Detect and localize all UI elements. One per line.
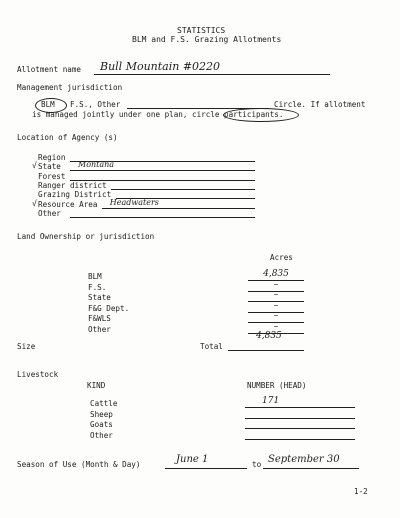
total-label: Total xyxy=(200,342,223,351)
page-subtitle: BLM and F.S. Grazing Allotments xyxy=(132,35,282,44)
livestock-row-label: Sheep xyxy=(90,409,113,419)
season-label: Season of Use (Month & Day) xyxy=(17,460,141,469)
location-field-label: Resource Area xyxy=(38,199,98,209)
location-field-value: Headwaters xyxy=(109,197,159,207)
season-to-underline xyxy=(263,468,359,469)
ownership-row-label: Other xyxy=(88,324,111,334)
location-field-label: Grazing District xyxy=(38,190,112,200)
page-number: 1-2 xyxy=(354,487,368,496)
ownership-row-value: – xyxy=(273,300,279,311)
page-title: STATISTICS xyxy=(177,26,226,35)
management-note: is managed jointly under one plan, circle participants. xyxy=(32,110,284,119)
location-label: Location of Agency (s) xyxy=(17,133,118,142)
location-field-value: Montana xyxy=(78,160,115,170)
location-field-label: State xyxy=(38,162,61,172)
management-options: F.S., Other xyxy=(70,100,121,109)
location-field-underline xyxy=(70,170,255,171)
ownership-row-value: – xyxy=(273,321,279,332)
livestock-row-label: Cattle xyxy=(90,399,118,408)
season-from-value: June 1 xyxy=(176,454,209,465)
location-field-underline xyxy=(70,217,255,218)
check-mark-icon: √ xyxy=(32,198,37,208)
livestock-row-label: Goats xyxy=(90,420,113,429)
livestock-label: Livestock xyxy=(17,370,59,379)
allotment-value: Bull Mountain #0220 xyxy=(100,60,221,73)
ownership-row-label: F&G Dept. xyxy=(88,303,130,313)
location-field-underline xyxy=(102,208,255,209)
location-field-label: Forest xyxy=(38,171,66,181)
participants-circle xyxy=(223,108,299,122)
ownership-row-value: – xyxy=(273,279,279,290)
livestock-row-underline xyxy=(245,407,355,408)
ownership-row-value: – xyxy=(273,290,279,300)
season-to-label: to xyxy=(252,460,262,469)
management-instruction: Circle. If allotment xyxy=(274,100,366,109)
acres-header: Acres xyxy=(270,253,293,262)
livestock-row-label: Other xyxy=(90,430,113,440)
livestock-row-underline xyxy=(245,428,355,429)
allotment-label: Allotment name xyxy=(17,65,82,74)
check-mark-icon: √ xyxy=(32,161,37,171)
livestock-row-value: 171 xyxy=(262,396,280,406)
season-from-underline xyxy=(165,468,247,469)
size-label: Size xyxy=(17,342,36,351)
ownership-row-label: BLM xyxy=(88,272,102,281)
location-field-label: Ranger district xyxy=(38,180,107,190)
management-blm: BLM xyxy=(41,100,55,109)
number-header: NUMBER (HEAD) xyxy=(247,381,307,390)
location-field-underline xyxy=(111,189,255,190)
livestock-row-underline xyxy=(245,418,355,419)
allotment-underline xyxy=(94,74,330,75)
total-value: 4,835 xyxy=(256,331,282,341)
location-field-label: Region xyxy=(38,153,66,162)
ownership-row-label: State xyxy=(88,293,111,302)
ownership-label: Land Ownership or jurisdiction xyxy=(17,232,155,241)
location-field-label: Other xyxy=(38,208,61,218)
kind-header: KIND xyxy=(87,381,106,390)
ownership-row-value: 4,835 xyxy=(263,269,289,279)
total-underline xyxy=(228,350,304,351)
ownership-row-label: F.S. xyxy=(88,282,107,292)
management-label: Management jurisdiction xyxy=(17,83,123,92)
ownership-row-value: – xyxy=(273,311,279,321)
ownership-row-label: F&WLS xyxy=(88,314,111,323)
livestock-row-underline xyxy=(245,439,355,440)
season-to-value: September 30 xyxy=(268,454,340,465)
